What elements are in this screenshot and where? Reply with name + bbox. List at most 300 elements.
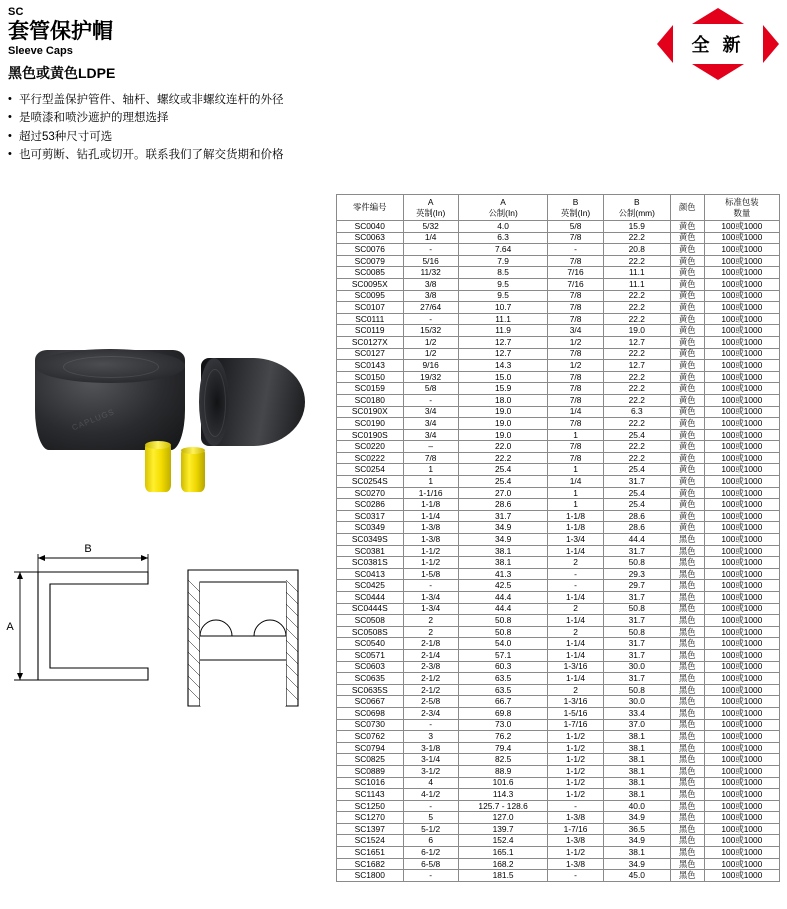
cell-b-imperial: 2 (548, 603, 603, 615)
cell-a-imperial: - (403, 870, 458, 882)
bullet-dot-icon: • (8, 111, 12, 124)
cell-a-imperial: 1-3/4 (403, 603, 458, 615)
cell-standard-pack: 100或1000 (704, 348, 779, 360)
cell-b-metric: 28.6 (603, 510, 670, 522)
cell-color: 黑色 (670, 545, 704, 557)
cell-a-imperial: 1-1/2 (403, 545, 458, 557)
cell-color: 黑色 (670, 673, 704, 685)
cell-a-metric: 11.9 (458, 325, 548, 337)
cell-a-metric: 127.0 (458, 812, 548, 824)
cell-b-metric: 29.7 (603, 580, 670, 592)
cell-b-imperial: 7/8 (548, 290, 603, 302)
cell-a-imperial: - (403, 719, 458, 731)
cell-color: 黑色 (670, 731, 704, 743)
cell-part-number: SC0222 (337, 452, 404, 464)
cell-a-metric: 31.7 (458, 510, 548, 522)
cell-color: 黑色 (670, 754, 704, 766)
cell-standard-pack: 100或1000 (704, 661, 779, 673)
cell-standard-pack: 100或1000 (704, 534, 779, 546)
cell-b-metric: 50.8 (603, 626, 670, 638)
table-row (337, 267, 780, 279)
cell-b-metric: 22.2 (603, 418, 670, 430)
cell-color: 黑色 (670, 568, 704, 580)
cell-a-imperial: 1-3/4 (403, 592, 458, 604)
cell-part-number: SC0180 (337, 394, 404, 406)
cell-b-metric: 50.8 (603, 557, 670, 569)
cell-standard-pack: 100或1000 (704, 255, 779, 267)
cell-standard-pack: 100或1000 (704, 244, 779, 256)
cell-a-metric: 54.0 (458, 638, 548, 650)
cell-part-number: SC0095X (337, 278, 404, 290)
cell-color: 黑色 (670, 592, 704, 604)
table-row (337, 765, 780, 777)
yellow-cap-2 (181, 450, 205, 492)
cell-a-metric: 50.8 (458, 626, 548, 638)
cell-color: 黑色 (670, 800, 704, 812)
cell-a-metric: 57.1 (458, 649, 548, 661)
table-row (337, 232, 780, 244)
cell-a-metric: 82.5 (458, 754, 548, 766)
cell-part-number: SC0698 (337, 707, 404, 719)
cell-standard-pack: 100或1000 (704, 429, 779, 441)
cell-a-metric: 165.1 (458, 847, 548, 859)
table-row (337, 418, 780, 430)
cell-b-imperial: 1-5/16 (548, 707, 603, 719)
cell-color: 黑色 (670, 707, 704, 719)
table-row (337, 673, 780, 685)
cell-standard-pack: 100或1000 (704, 487, 779, 499)
cell-b-imperial: 3/4 (548, 325, 603, 337)
feature-text: 超过53种尺寸可选 (19, 130, 113, 143)
cell-standard-pack: 100或1000 (704, 777, 779, 789)
bullet-dot-icon: • (8, 148, 12, 161)
cell-part-number: SC0286 (337, 499, 404, 511)
table-row (337, 360, 780, 372)
cell-standard-pack: 100或1000 (704, 221, 779, 233)
cell-color: 黄色 (670, 429, 704, 441)
cell-part-number: SC0159 (337, 383, 404, 395)
cell-color: 黄色 (670, 499, 704, 511)
cell-part-number: SC1397 (337, 823, 404, 835)
cell-b-imperial: 7/8 (548, 255, 603, 267)
cell-a-metric: 8.5 (458, 267, 548, 279)
cell-b-imperial: 1-1/2 (548, 847, 603, 859)
cell-color: 黄色 (670, 406, 704, 418)
cell-a-metric: 125.7 - 128.6 (458, 800, 548, 812)
cell-part-number: SC1651 (337, 847, 404, 859)
cell-b-metric: 40.0 (603, 800, 670, 812)
cell-color: 黑色 (670, 557, 704, 569)
cell-a-imperial: 2-1/2 (403, 673, 458, 685)
cell-standard-pack: 100或1000 (704, 499, 779, 511)
black-cap-large (35, 350, 185, 450)
cell-b-imperial: - (548, 568, 603, 580)
cell-b-metric: 34.9 (603, 858, 670, 870)
cell-a-metric: 15.0 (458, 371, 548, 383)
cell-b-imperial: 7/8 (548, 394, 603, 406)
new-badge-label: 全 新 (691, 35, 745, 55)
cell-b-metric: 25.4 (603, 487, 670, 499)
cell-standard-pack: 100或1000 (704, 754, 779, 766)
col-color: 颜色 (670, 195, 704, 221)
cell-part-number: SC0143 (337, 360, 404, 372)
cell-standard-pack: 100或1000 (704, 765, 779, 777)
table-row (337, 789, 780, 801)
feature-text: 也可剪断、钻孔或切开。联系我们了解交货期和价格 (19, 149, 284, 162)
table-row (337, 510, 780, 522)
cell-a-imperial: 1 (403, 464, 458, 476)
cell-part-number: SC0063 (337, 232, 404, 244)
table-row (337, 371, 780, 383)
cell-a-imperial: 1-3/8 (403, 534, 458, 546)
cell-part-number: SC0413 (337, 568, 404, 580)
cell-standard-pack: 100或1000 (704, 696, 779, 708)
cell-part-number: SC0571 (337, 649, 404, 661)
table-row (337, 278, 780, 290)
table-row (337, 244, 780, 256)
table-row (337, 696, 780, 708)
cell-b-imperial: 1-1/8 (548, 510, 603, 522)
spec-table-body (337, 221, 780, 882)
table-row (337, 452, 780, 464)
cell-b-metric: 15.9 (603, 221, 670, 233)
cell-standard-pack: 100或1000 (704, 847, 779, 859)
table-row (337, 638, 780, 650)
cell-a-imperial: 1-1/16 (403, 487, 458, 499)
cell-part-number: SC0381S (337, 557, 404, 569)
col-part-number: 零件编号 (337, 195, 404, 221)
cell-color: 黑色 (670, 847, 704, 859)
cell-color: 黄色 (670, 267, 704, 279)
cell-b-metric: 45.0 (603, 870, 670, 882)
cell-standard-pack: 100或1000 (704, 568, 779, 580)
product-code: SC (8, 6, 24, 18)
cell-standard-pack: 100或1000 (704, 418, 779, 430)
cell-b-metric: 30.0 (603, 661, 670, 673)
cell-b-metric: 31.7 (603, 615, 670, 627)
cell-standard-pack: 100或1000 (704, 684, 779, 696)
new-badge (657, 8, 779, 80)
cell-a-imperial: 1/2 (403, 336, 458, 348)
cell-a-metric: 25.4 (458, 464, 548, 476)
technical-drawings (0, 540, 330, 730)
table-row (337, 394, 780, 406)
cell-color: 黑色 (670, 789, 704, 801)
cell-a-metric: 79.4 (458, 742, 548, 754)
cell-a-imperial: 5-1/2 (403, 823, 458, 835)
cell-part-number: SC1270 (337, 812, 404, 824)
cell-standard-pack: 100或1000 (704, 313, 779, 325)
table-row (337, 336, 780, 348)
cell-standard-pack: 100或1000 (704, 673, 779, 685)
cell-a-metric: 10.7 (458, 302, 548, 314)
cell-b-metric: 34.9 (603, 835, 670, 847)
diamond-bottom-icon (692, 64, 744, 80)
cell-part-number: SC0076 (337, 244, 404, 256)
cell-a-metric: 9.5 (458, 278, 548, 290)
cell-standard-pack: 100或1000 (704, 557, 779, 569)
cell-color: 黑色 (670, 696, 704, 708)
page-subtitle: 黑色或黄色LDPE (8, 64, 116, 81)
cell-part-number: SC0254S (337, 476, 404, 488)
cell-b-metric: 38.1 (603, 765, 670, 777)
cell-b-metric: 22.2 (603, 394, 670, 406)
cell-color: 黄色 (670, 476, 704, 488)
cell-b-metric: 31.7 (603, 545, 670, 557)
cell-part-number: SC0127X (337, 336, 404, 348)
table-row (337, 684, 780, 696)
cell-b-metric: 37.0 (603, 719, 670, 731)
table-row (337, 742, 780, 754)
cell-a-metric: 63.5 (458, 684, 548, 696)
cell-a-metric: 41.3 (458, 568, 548, 580)
table-row (337, 777, 780, 789)
cell-standard-pack: 100或1000 (704, 510, 779, 522)
cell-part-number: SC0317 (337, 510, 404, 522)
table-row (337, 383, 780, 395)
cell-b-imperial: 1-3/4 (548, 534, 603, 546)
cell-a-imperial: 6-5/8 (403, 858, 458, 870)
bullet-dot-icon: • (8, 92, 12, 105)
cell-standard-pack: 100或1000 (704, 823, 779, 835)
cell-b-imperial: 2 (548, 557, 603, 569)
cell-part-number: SC0635 (337, 673, 404, 685)
cell-b-metric: 19.0 (603, 325, 670, 337)
cell-standard-pack: 100或1000 (704, 522, 779, 534)
cell-standard-pack: 100或1000 (704, 441, 779, 453)
cell-b-metric: 38.1 (603, 742, 670, 754)
table-row (337, 429, 780, 441)
cell-b-metric: 20.8 (603, 244, 670, 256)
table-row (337, 731, 780, 743)
cell-a-imperial: 6 (403, 835, 458, 847)
cell-a-metric: 101.6 (458, 777, 548, 789)
cell-a-imperial: 2-5/8 (403, 696, 458, 708)
cell-b-metric: 36.5 (603, 823, 670, 835)
col-b-metric: B 公制(mm) (603, 195, 670, 221)
cell-part-number: SC0040 (337, 221, 404, 233)
cell-color: 黑色 (670, 858, 704, 870)
list-item (8, 109, 428, 128)
table-row (337, 221, 780, 233)
cell-a-imperial: 3/4 (403, 418, 458, 430)
cell-color: 黑色 (670, 812, 704, 824)
cell-color: 黄色 (670, 290, 704, 302)
cell-a-imperial: 1-3/8 (403, 522, 458, 534)
cell-part-number: SC0107 (337, 302, 404, 314)
cell-a-metric: 34.9 (458, 534, 548, 546)
cell-b-metric: 25.4 (603, 429, 670, 441)
cell-b-metric: 22.2 (603, 255, 670, 267)
cell-b-metric: 11.1 (603, 267, 670, 279)
cell-color: 黑色 (670, 603, 704, 615)
cell-a-metric: 25.4 (458, 476, 548, 488)
cell-a-imperial: 7/8 (403, 452, 458, 464)
cell-a-imperial: - (403, 394, 458, 406)
cell-a-metric: 60.3 (458, 661, 548, 673)
cell-b-imperial: 1/2 (548, 336, 603, 348)
cell-b-imperial: 7/8 (548, 313, 603, 325)
cell-b-imperial: 7/16 (548, 278, 603, 290)
cap-emboss-text: CAPLUGS (70, 407, 116, 433)
cell-a-metric: 15.9 (458, 383, 548, 395)
cell-b-metric: 31.7 (603, 592, 670, 604)
list-item (8, 128, 428, 147)
feature-text: 是喷漆和喷沙遮护的理想选择 (19, 112, 169, 125)
table-row (337, 754, 780, 766)
cell-b-imperial: 1-1/8 (548, 522, 603, 534)
cell-b-metric: 11.1 (603, 278, 670, 290)
cell-a-metric: 19.0 (458, 418, 548, 430)
cell-b-metric: 12.7 (603, 336, 670, 348)
cell-part-number: SC0381 (337, 545, 404, 557)
cell-a-metric: 168.2 (458, 858, 548, 870)
cell-b-metric: 31.7 (603, 638, 670, 650)
cell-a-imperial: - (403, 800, 458, 812)
table-row (337, 441, 780, 453)
cell-b-metric: 22.2 (603, 371, 670, 383)
cell-color: 黑色 (670, 684, 704, 696)
cell-a-metric: 152.4 (458, 835, 548, 847)
cell-b-metric: 44.4 (603, 534, 670, 546)
cell-color: 黑色 (670, 823, 704, 835)
cell-part-number: SC1016 (337, 777, 404, 789)
cell-standard-pack: 100或1000 (704, 476, 779, 488)
table-row (337, 626, 780, 638)
cell-b-imperial: - (548, 244, 603, 256)
cell-color: 黑色 (670, 649, 704, 661)
cell-color: 黑色 (670, 661, 704, 673)
cell-a-metric: 14.3 (458, 360, 548, 372)
cell-a-imperial: 3-1/4 (403, 754, 458, 766)
cell-part-number: SC0667 (337, 696, 404, 708)
table-row (337, 325, 780, 337)
cell-a-imperial: 11/32 (403, 267, 458, 279)
cell-standard-pack: 100或1000 (704, 232, 779, 244)
table-row (337, 661, 780, 673)
cell-part-number: SC0111 (337, 313, 404, 325)
page-title: 套管保护帽 (8, 20, 113, 43)
cell-standard-pack: 100或1000 (704, 545, 779, 557)
cell-color: 黑色 (670, 777, 704, 789)
table-row (337, 800, 780, 812)
cell-b-metric: 38.1 (603, 777, 670, 789)
cell-b-imperial: 1-1/4 (548, 638, 603, 650)
cell-a-imperial: 4-1/2 (403, 789, 458, 801)
cell-standard-pack: 100或1000 (704, 394, 779, 406)
cell-standard-pack: 100或1000 (704, 383, 779, 395)
cell-b-imperial: 7/8 (548, 348, 603, 360)
table-row (337, 823, 780, 835)
cell-b-imperial: 1-7/16 (548, 823, 603, 835)
cell-a-imperial: 3/4 (403, 406, 458, 418)
cell-b-metric: 50.8 (603, 603, 670, 615)
cell-b-imperial: 1-1/2 (548, 754, 603, 766)
cell-part-number: SC0079 (337, 255, 404, 267)
cell-part-number: SC1250 (337, 800, 404, 812)
table-row (337, 534, 780, 546)
cell-b-imperial: 1-3/8 (548, 858, 603, 870)
cell-a-imperial: 2-3/4 (403, 707, 458, 719)
cell-a-imperial: 2-1/8 (403, 638, 458, 650)
cell-color: 黄色 (670, 371, 704, 383)
cell-part-number: SC0444 (337, 592, 404, 604)
cell-b-metric: 38.1 (603, 731, 670, 743)
cell-standard-pack: 100或1000 (704, 406, 779, 418)
cell-b-imperial: - (548, 870, 603, 882)
cell-b-metric: 22.2 (603, 290, 670, 302)
cell-standard-pack: 100或1000 (704, 580, 779, 592)
table-row (337, 568, 780, 580)
table-row (337, 348, 780, 360)
cell-standard-pack: 100或1000 (704, 789, 779, 801)
cell-b-metric: 34.9 (603, 812, 670, 824)
cell-b-imperial: 2 (548, 626, 603, 638)
bullet-dot-icon: • (8, 129, 12, 142)
cell-b-metric: 38.1 (603, 754, 670, 766)
table-row (337, 649, 780, 661)
table-row (337, 592, 780, 604)
cell-a-metric: 88.9 (458, 765, 548, 777)
cell-b-imperial: 1 (548, 464, 603, 476)
cell-color: 黄色 (670, 348, 704, 360)
cell-b-metric: 22.2 (603, 452, 670, 464)
cell-a-imperial: 5/32 (403, 221, 458, 233)
table-row (337, 545, 780, 557)
cell-color: 黑色 (670, 580, 704, 592)
cell-standard-pack: 100或1000 (704, 742, 779, 754)
cell-a-metric: 19.0 (458, 406, 548, 418)
cell-color: 黑色 (670, 534, 704, 546)
cell-b-metric: 22.2 (603, 441, 670, 453)
cell-standard-pack: 100或1000 (704, 464, 779, 476)
cell-b-imperial: 1-1/2 (548, 742, 603, 754)
cell-a-imperial: 9/16 (403, 360, 458, 372)
cell-part-number: SC0349 (337, 522, 404, 534)
cell-part-number: SC0150 (337, 371, 404, 383)
cell-standard-pack: 100或1000 (704, 336, 779, 348)
cell-color: 黑色 (670, 615, 704, 627)
table-row (337, 302, 780, 314)
cell-a-metric: 44.4 (458, 603, 548, 615)
table-row (337, 255, 780, 267)
cell-b-metric: 22.2 (603, 232, 670, 244)
cell-color: 黑色 (670, 626, 704, 638)
cell-b-metric: 22.2 (603, 313, 670, 325)
cell-b-imperial: 1-1/4 (548, 673, 603, 685)
table-row (337, 615, 780, 627)
dimension-label-b: B (84, 543, 92, 555)
cell-standard-pack: 100或1000 (704, 800, 779, 812)
table-row (337, 870, 780, 882)
cell-b-imperial: 1-1/4 (548, 545, 603, 557)
cell-color: 黑色 (670, 765, 704, 777)
cell-a-metric: 28.6 (458, 499, 548, 511)
cell-standard-pack: 100或1000 (704, 603, 779, 615)
cell-part-number: SC0095 (337, 290, 404, 302)
cell-a-imperial: 1/4 (403, 232, 458, 244)
cell-b-imperial: 7/8 (548, 452, 603, 464)
cell-b-metric: 22.2 (603, 302, 670, 314)
cell-b-imperial: - (548, 580, 603, 592)
cell-part-number: SC1524 (337, 835, 404, 847)
cell-b-imperial: 1-3/8 (548, 835, 603, 847)
cell-a-imperial: 3/8 (403, 290, 458, 302)
cell-a-metric: 63.5 (458, 673, 548, 685)
table-row (337, 580, 780, 592)
col-a-imperial: A 英制(In) (403, 195, 458, 221)
cell-b-metric: 22.2 (603, 383, 670, 395)
